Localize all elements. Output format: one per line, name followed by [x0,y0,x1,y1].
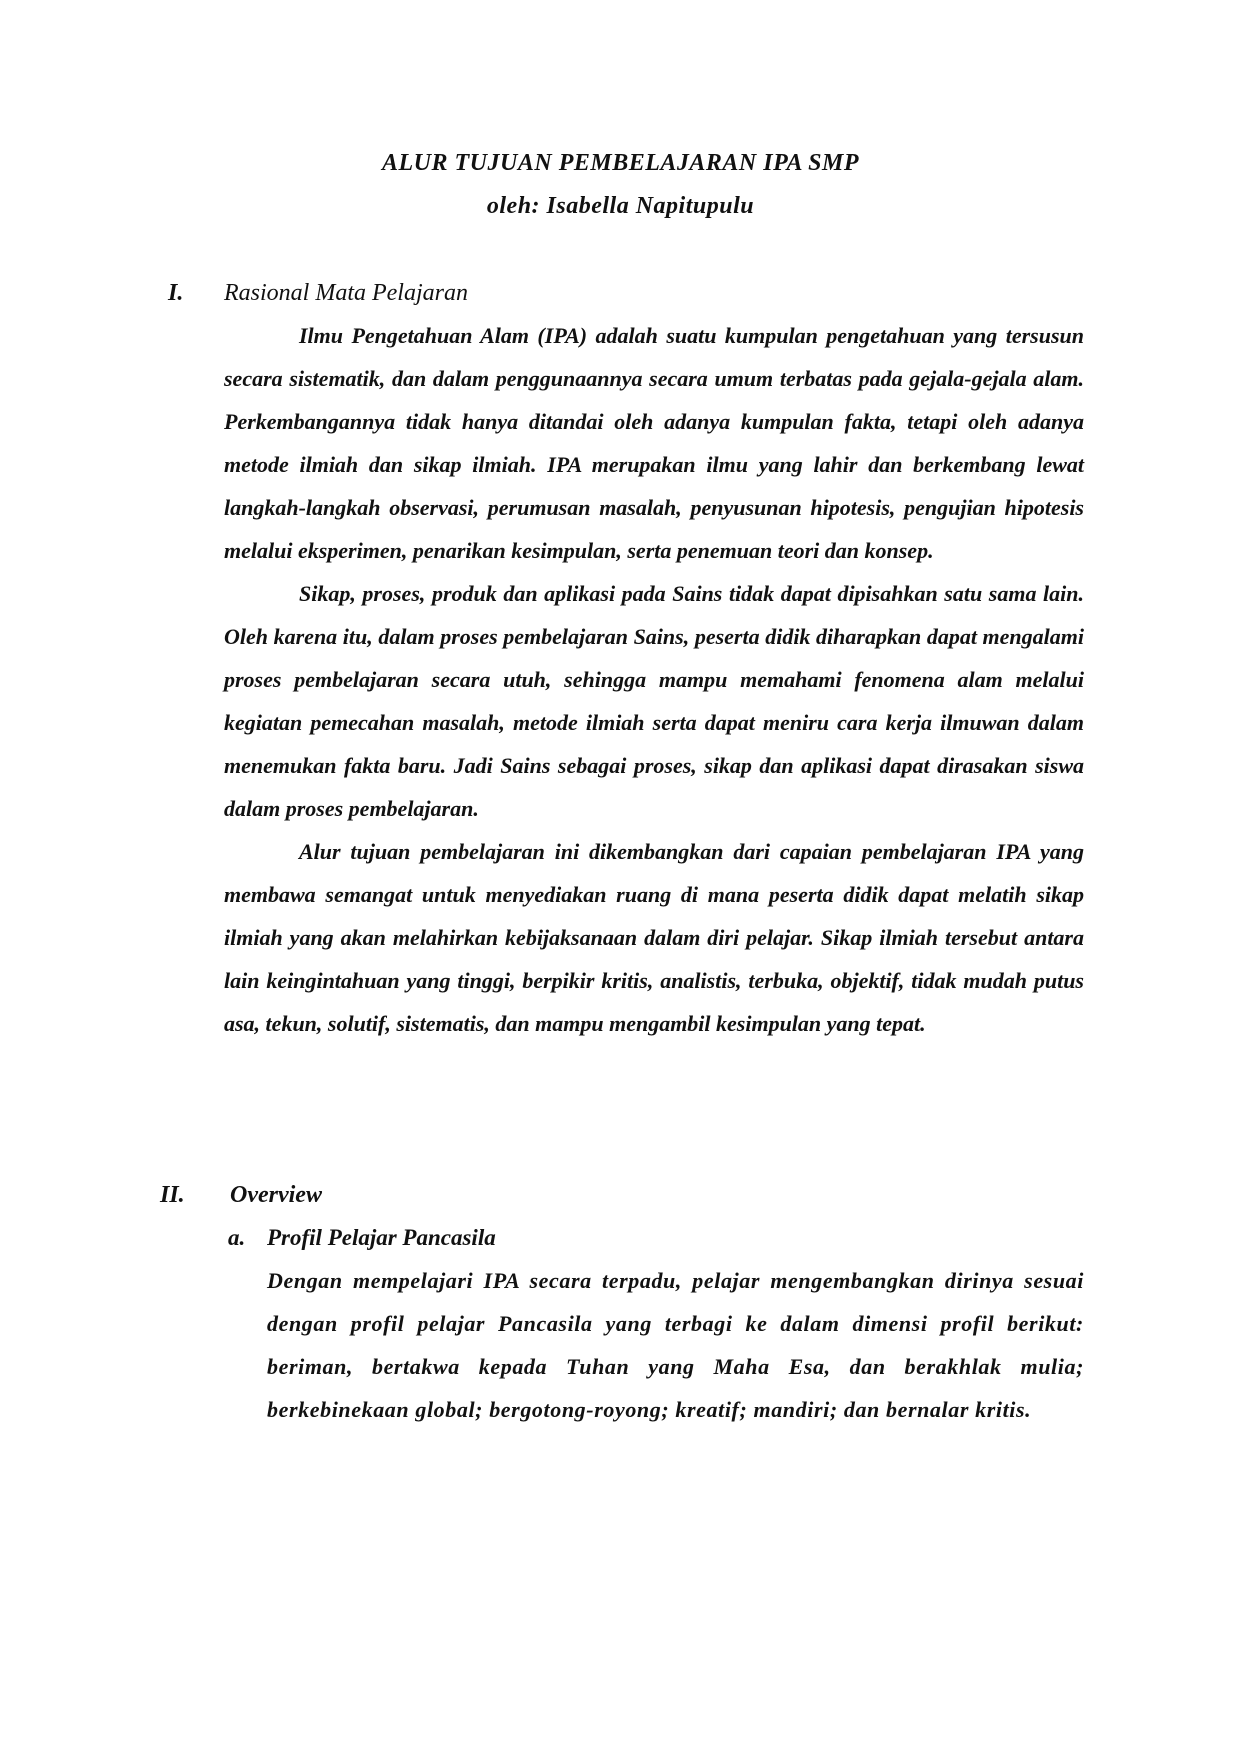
section-1-numeral: I. [168,280,184,306]
subsection-a-label: a. [228,1225,246,1250]
document-author: oleh: Isabella Napitupulu [486,193,755,219]
section-1-paragraph-3: Alur tujuan pembelajaran ini dikembangkan dari capaian pembelajaran IPA yang membawa semangat untuk menyediakan ruang di mana peserta didik dapat melatih sikap ilmiah yang akan melahirkan kebijaksanaan dalam diri pelajar. Sikap ilmiah tersebut antara lain keingintahuan yang tinggi, berpikir kritis, analistis, terbuka, objektif, tidak mudah putus asa, tekun, solutif, sistematis, dan mampu mengambil kesimpulan yang tepat. [224,839,1084,1036]
section-1-body [224,314,1084,1045]
section-2-numeral: II. [160,1182,185,1208]
document-title: ALUR TUJUAN PEMBELAJARAN IPA SMP [382,150,859,176]
section-1-paragraph-1: Ilmu Pengetahuan Alam (IPA) adalah suatu kumpulan pengetahuan yang tersusun secara sistematik, dan dalam penggunaannya secara umum terbatas pada gejala-gejala alam. Perkembangannya tidak hanya ditandai oleh adanya kumpulan fakta, tetapi oleh adanya metode ilmiah dan sikap ilmiah. IPA merupakan ilmu yang lahir dan berkembang lewat langkah-langkah observasi, perumusan masalah, penyusunan hipotesis, pengujian hipotesis melalui eksperimen, penarikan kesimpulan, serta penemuan teori dan konsep. [224,323,1084,563]
subsection-a-body [267,1259,1084,1431]
section-2-heading: Overview [230,1182,322,1208]
subsection-a-heading: Profil Pelajar Pancasila [267,1225,496,1250]
subsection-a-text: Dengan mempelajari IPA secara terpadu, pelajar mengembangkan dirinya sesuai dengan profil pelajar Pancasila yang terbagi ke dalam dimensi profil berikut: beriman, bertakwa kepada Tuhan yang Maha Esa, dan berakhlak mulia; berkebinekaan global; bergotong-royong; kreatif; mandiri; dan bernalar kritis. [267,1268,1084,1422]
section-1-heading: Rasional Mata Pelajaran [224,280,468,306]
section-1-paragraph-2: Sikap, proses, produk dan aplikasi pada Sains tidak dapat dipisahkan satu sama lain. Oleh karena itu, dalam proses pembelajaran Sains, peserta didik diharapkan dapat mengalami proses pembelajaran secara utuh, sehingga mampu memahami fenomena alam melalui kegiatan pemecahan masalah, metode ilmiah serta dapat meniru cara kerja ilmuwan dalam menemukan fakta baru. Jadi Sains sebagai proses, sikap dan aplikasi dapat dirasakan siswa dalam proses pembelajaran. [224,581,1084,821]
